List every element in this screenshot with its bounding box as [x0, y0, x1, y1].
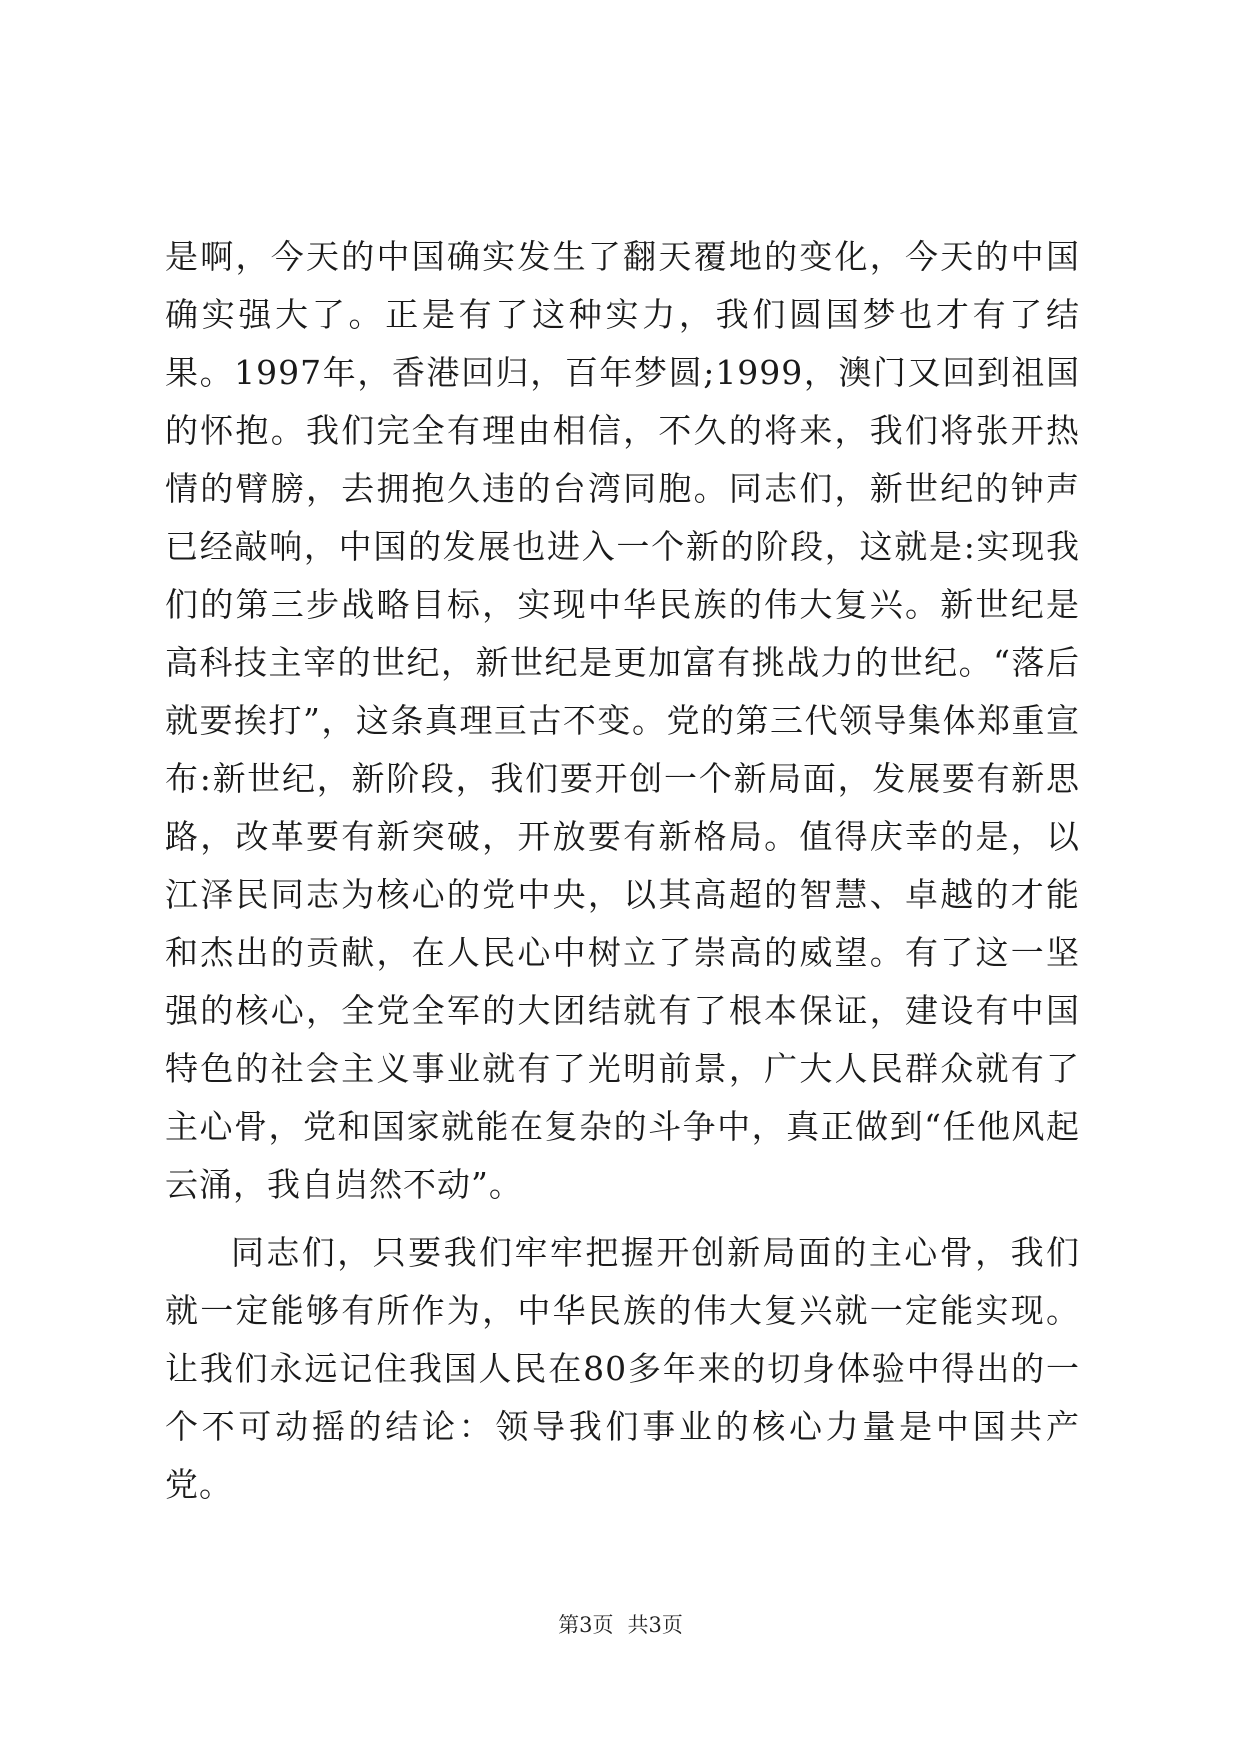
paragraph-1: 是啊，今天的中国确实发生了翻天覆地的变化，今天的中国确实强大了。正是有了这种实力，我们圆国梦也才有了结果。1997年，香港回归，百年梦圆;1999，澳门又回到祖国的怀抱。我们完全有理由相信，不久的将来，我们将张开热情的臂膀，去拥抱久违的台湾同胞。同志们，新世纪的钟声已经敲响，中国的发展也进入一个新的阶段，这就是:实现我们的第三步战略目标，实现中华民族的伟大复兴。新世纪是高科技主宰的世纪，新世纪是更加富有挑战力的世纪。“落后就要挨打”，这条真理亘古不变。党的第三代领导集体郑重宣布:新世纪，新阶段，我们要开创一个新局面，发展要有新思路，改革要有新突破，开放要有新格局。值得庆幸的是，以江泽民同志为核心的党中央，以其高超的智慧、卓越的才能和杰出的贡献，在人民心中树立了崇高的威望。有了这一坚强的核心，全党全军的大团结就有了根本保证，建设有中国特色的社会主义事业就有了光明前景，广大人民群众就有了主心骨，党和国家就能在复杂的斗争中，真正做到“任他风起云涌，我自岿然不动”。 [165, 237, 1080, 1204]
document-body [165, 228, 1080, 1514]
page-number: 第3页 [558, 1613, 614, 1637]
page-total: 共3页 [627, 1613, 683, 1637]
paragraph-2: 同志们，只要我们牢牢把握开创新局面的主心骨，我们就一定能够有所作为，中华民族的伟大复兴就一定能实现。让我们永远记住我国人民在80多年来的切身体验中得出的一个不可动摇的结论：领导我们事业的核心力量是中国共产党。 [165, 1233, 1080, 1504]
page-footer [0, 1610, 1241, 1640]
